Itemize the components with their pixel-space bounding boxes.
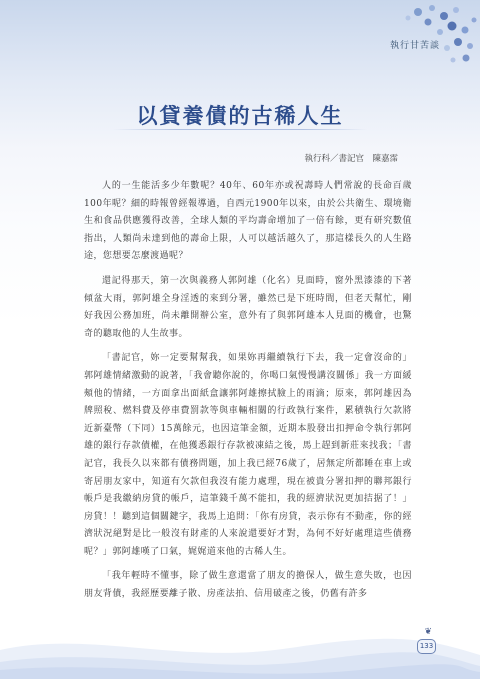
author-byline: 執行科／書記官 陳嘉霈 (304, 154, 398, 164)
paragraph-2: 還記得那天，第一次與義務人郭阿雄（化名）見面時，窗外黑漆漆的下著傾盆大雨，郭阿雄全身淫透的來到分署，雖然已是下班時間，但老天幫忙，剛好我因公務加班，尚未離開辦公室，意外有了與郭阿雄本人見面的機會，也驚奇的聽取他的人生故事。 (84, 275, 412, 339)
paragraph-1: 人的一生能活多少年數呢？40年、60年亦或祝壽時人們常說的長命百歲100年呢？細的時報曾經報導過，自西元1900年以來，由於公共衛生、環境衛生和食品供應獲得改善，全球人類的平均壽命增加了一倍有餘，更有研究數值指出，人類尚未達到他的壽命上限，人可以越活越久了，那這樣長久的人生路途，您想要怎麼渡過呢？ (84, 181, 412, 262)
paragraph-3: 「書記官，妳一定要幫幫我，如果妳再繼續執行下去，我一定會沒命的」郭阿雄情緒激動的說著，「我會聽你說的，你喝口氣慢慢講沒關係」我一方面緩頰他的情緒，一方面拿出面紙盒讓郭阿雄擦拭臉上的雨滴；原來，郭阿雄因為牌照稅、燃料費及停車費罰款等與車輛相關的行政執行案件，累積執行欠款將近新臺幣（下同）15萬餘元，也因這筆金額，近期本股發出扣押命令執行郭阿雄的銀行存款債權，在他獲悉銀行存款被凍結之後，馬上趕到新莊來找我；「書記官，我長久以來都有債務問題，加上我已經76歲了，居無定所都睡在車上或寄居朋友家中，知道有欠款但我沒有能力處理，現在被貴分署扣押的聯邦銀行帳戶是我繳納房貸的帳戶，這筆錢千萬不能扣，我的經濟狀況更加拮据了！」房貸！！聽到這個關鍵字，我馬上追問：「你有房貸，表示你有不動產，你的經濟狀況絕對是比一般沒有財產的人來說還要好才對，為何不好好處理這些債務呢？」郭阿雄嘆了口氣，娓娓道來他的古稀人生。 (84, 353, 412, 557)
section-label: 執行甘苦談 (389, 41, 440, 51)
leaf-icon: ❦ (424, 627, 432, 637)
header-dot-cluster (406, 5, 477, 63)
footer-wave-decoration (0, 610, 480, 679)
page-number: 133 (417, 639, 436, 654)
article-body (84, 178, 412, 611)
title-underline (113, 129, 367, 130)
article-title: 以貸養債的古稀人生 (136, 104, 344, 128)
paragraph-4: 「我年輕時不懂事，除了做生意還當了朋友的擔保人，做生意失敗，也因朋友背債，我經歷要離子散、房產法拍、信用破產之後，仍舊有許多 (84, 571, 412, 600)
